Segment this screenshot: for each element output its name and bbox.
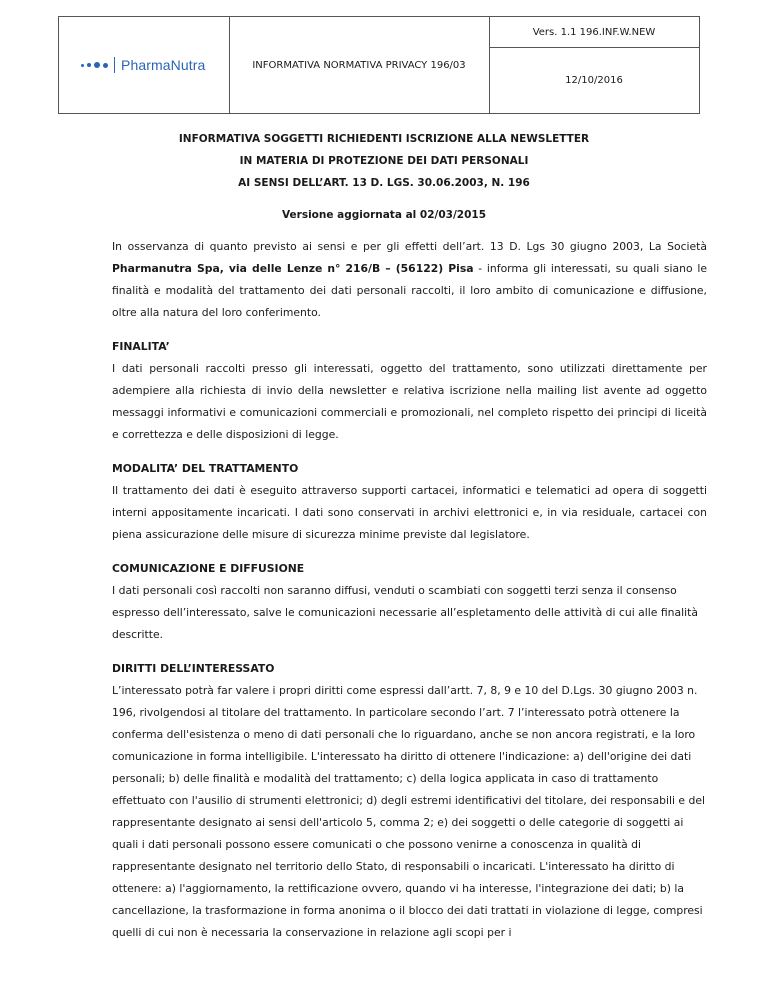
title-line-3: AI SENSI DELL’ART. 13 D. LGS. 30.06.2003, N. 196	[238, 177, 530, 189]
document-header	[58, 16, 700, 114]
doc-date: 12/10/2016	[565, 75, 623, 86]
meta-cell	[489, 17, 699, 113]
title-line-1: INFORMATIVA SOGGETTI RICHIEDENTI ISCRIZIONE ALLA NEWSLETTER	[178, 133, 590, 145]
section-finalita-title: FINALITA’	[112, 340, 170, 353]
company-address: Pharmanutra Spa, via delle Lenze n° 216/B – (56122) Pisa	[112, 262, 474, 275]
section-comunicazione-title: COMUNICAZIONE E DIFFUSIONE	[112, 562, 305, 575]
logo-text: PharmaNutra	[121, 57, 206, 73]
logo-divider	[114, 57, 115, 73]
intro-text-1: In osservanza di quanto previsto ai sensi e per gli effetti dell’art. 13 D. Lgs 30 giugno 2003, La Società	[112, 240, 707, 253]
section-comunicazione-text: I dati personali così raccolti non saranno diffusi, venduti o scambiati con soggetti terzi senza il consenso espresso dell’interessato, salve le comunicazioni necessarie all’espletamento delle attività di cui alle finalità descritte.	[112, 584, 698, 641]
section-modalita-title: MODALITA’ DEL TRATTAMENTO	[112, 462, 299, 475]
doc-title-cell	[229, 17, 490, 113]
logo-cell	[59, 17, 230, 113]
document-body	[112, 236, 707, 944]
version-note: Versione aggiornata al 02/03/2015	[281, 209, 487, 221]
section-finalita-text: I dati personali raccolti presso gli interessati, oggetto del trattamento, sono utilizzati direttamente per adempiere alla richiesta di invio della newsletter e relativa iscrizione nella mailing list avente ad oggetto messaggi informativi e comunicazioni commerciali e promozionali, nel completo rispetto dei principi di liceità e correttezza e delle disposizioni di legge.	[112, 362, 707, 441]
intro-text-2: - informa gli interessati, su quali siano le finalità e modalità del trattamento dei dati personali raccolti, il loro ambito di comunicazione e diffusione, oltre alla natura del loro conferimento.	[112, 262, 707, 319]
company-logo	[81, 57, 205, 73]
version-code: Vers. 1.1 196.INF.W.NEW	[532, 26, 656, 38]
section-modalita-text: Il trattamento dei dati è eseguito attraverso supporti cartacei, informatici e telematici ad opera di soggetti interni appositamente incaricati. I dati sono conservati in archivi elettronici e, in via residuale, cartacei con piena assicurazione delle misure di sicurezza minime previste dal legislatore.	[112, 484, 707, 541]
logo-dots-icon	[81, 62, 108, 68]
title-line-2: IN MATERIA DI PROTEZIONE DEI DATI PERSONALI	[239, 155, 529, 167]
intro-paragraph	[112, 236, 707, 324]
doc-title: INFORMATIVA NORMATIVA PRIVACY 196/03	[252, 59, 466, 71]
section-diritti-text: L’interessato potrà far valere i propri diritti come espressi dall’artt. 7, 8, 9 e 10 del D.Lgs. 30 giugno 2003 n. 196, rivolgendosi al titolare del trattamento. In particolare secondo l’art. 7 l’interessato potrà ottenere la conferma dell'esistenza o meno di dati personali che lo riguardano, anche se non ancora registrati, e la loro comunicazione in forma intelligibile. L'interessato ha diritto di ottenere l'indicazione: a) dell'origine dei dati personali; b) delle finalità e modalità del trattamento; c) della logica applicata in caso di trattamento effettuato con l'ausilio di strumenti elettronici; d) degli estremi identificativi del titolare, dei responsabili e del rappresentante designato ai sensi dell'articolo 5, comma 2; e) dei soggetti o delle categorie di soggetti ai quali i dati personali possono essere comunicati o che possono venirne a conoscenza in qualità di rappresentante designato nel territorio dello Stato, di responsabili o incaricati. L'interessato ha diritto di ottenere: a) l'aggiornamento, la rettificazione ovvero, quando vi ha interesse, l'integrazione dei dati; b) la cancellazione, la trasformazione in forma anonima o il blocco dei dati trattati in violazione di legge, compresi quelli di cui non è necessaria la conservazione in relazione agli scopi per i	[112, 684, 706, 939]
section-diritti-title: DIRITTI DELL’INTERESSATO	[112, 662, 275, 675]
